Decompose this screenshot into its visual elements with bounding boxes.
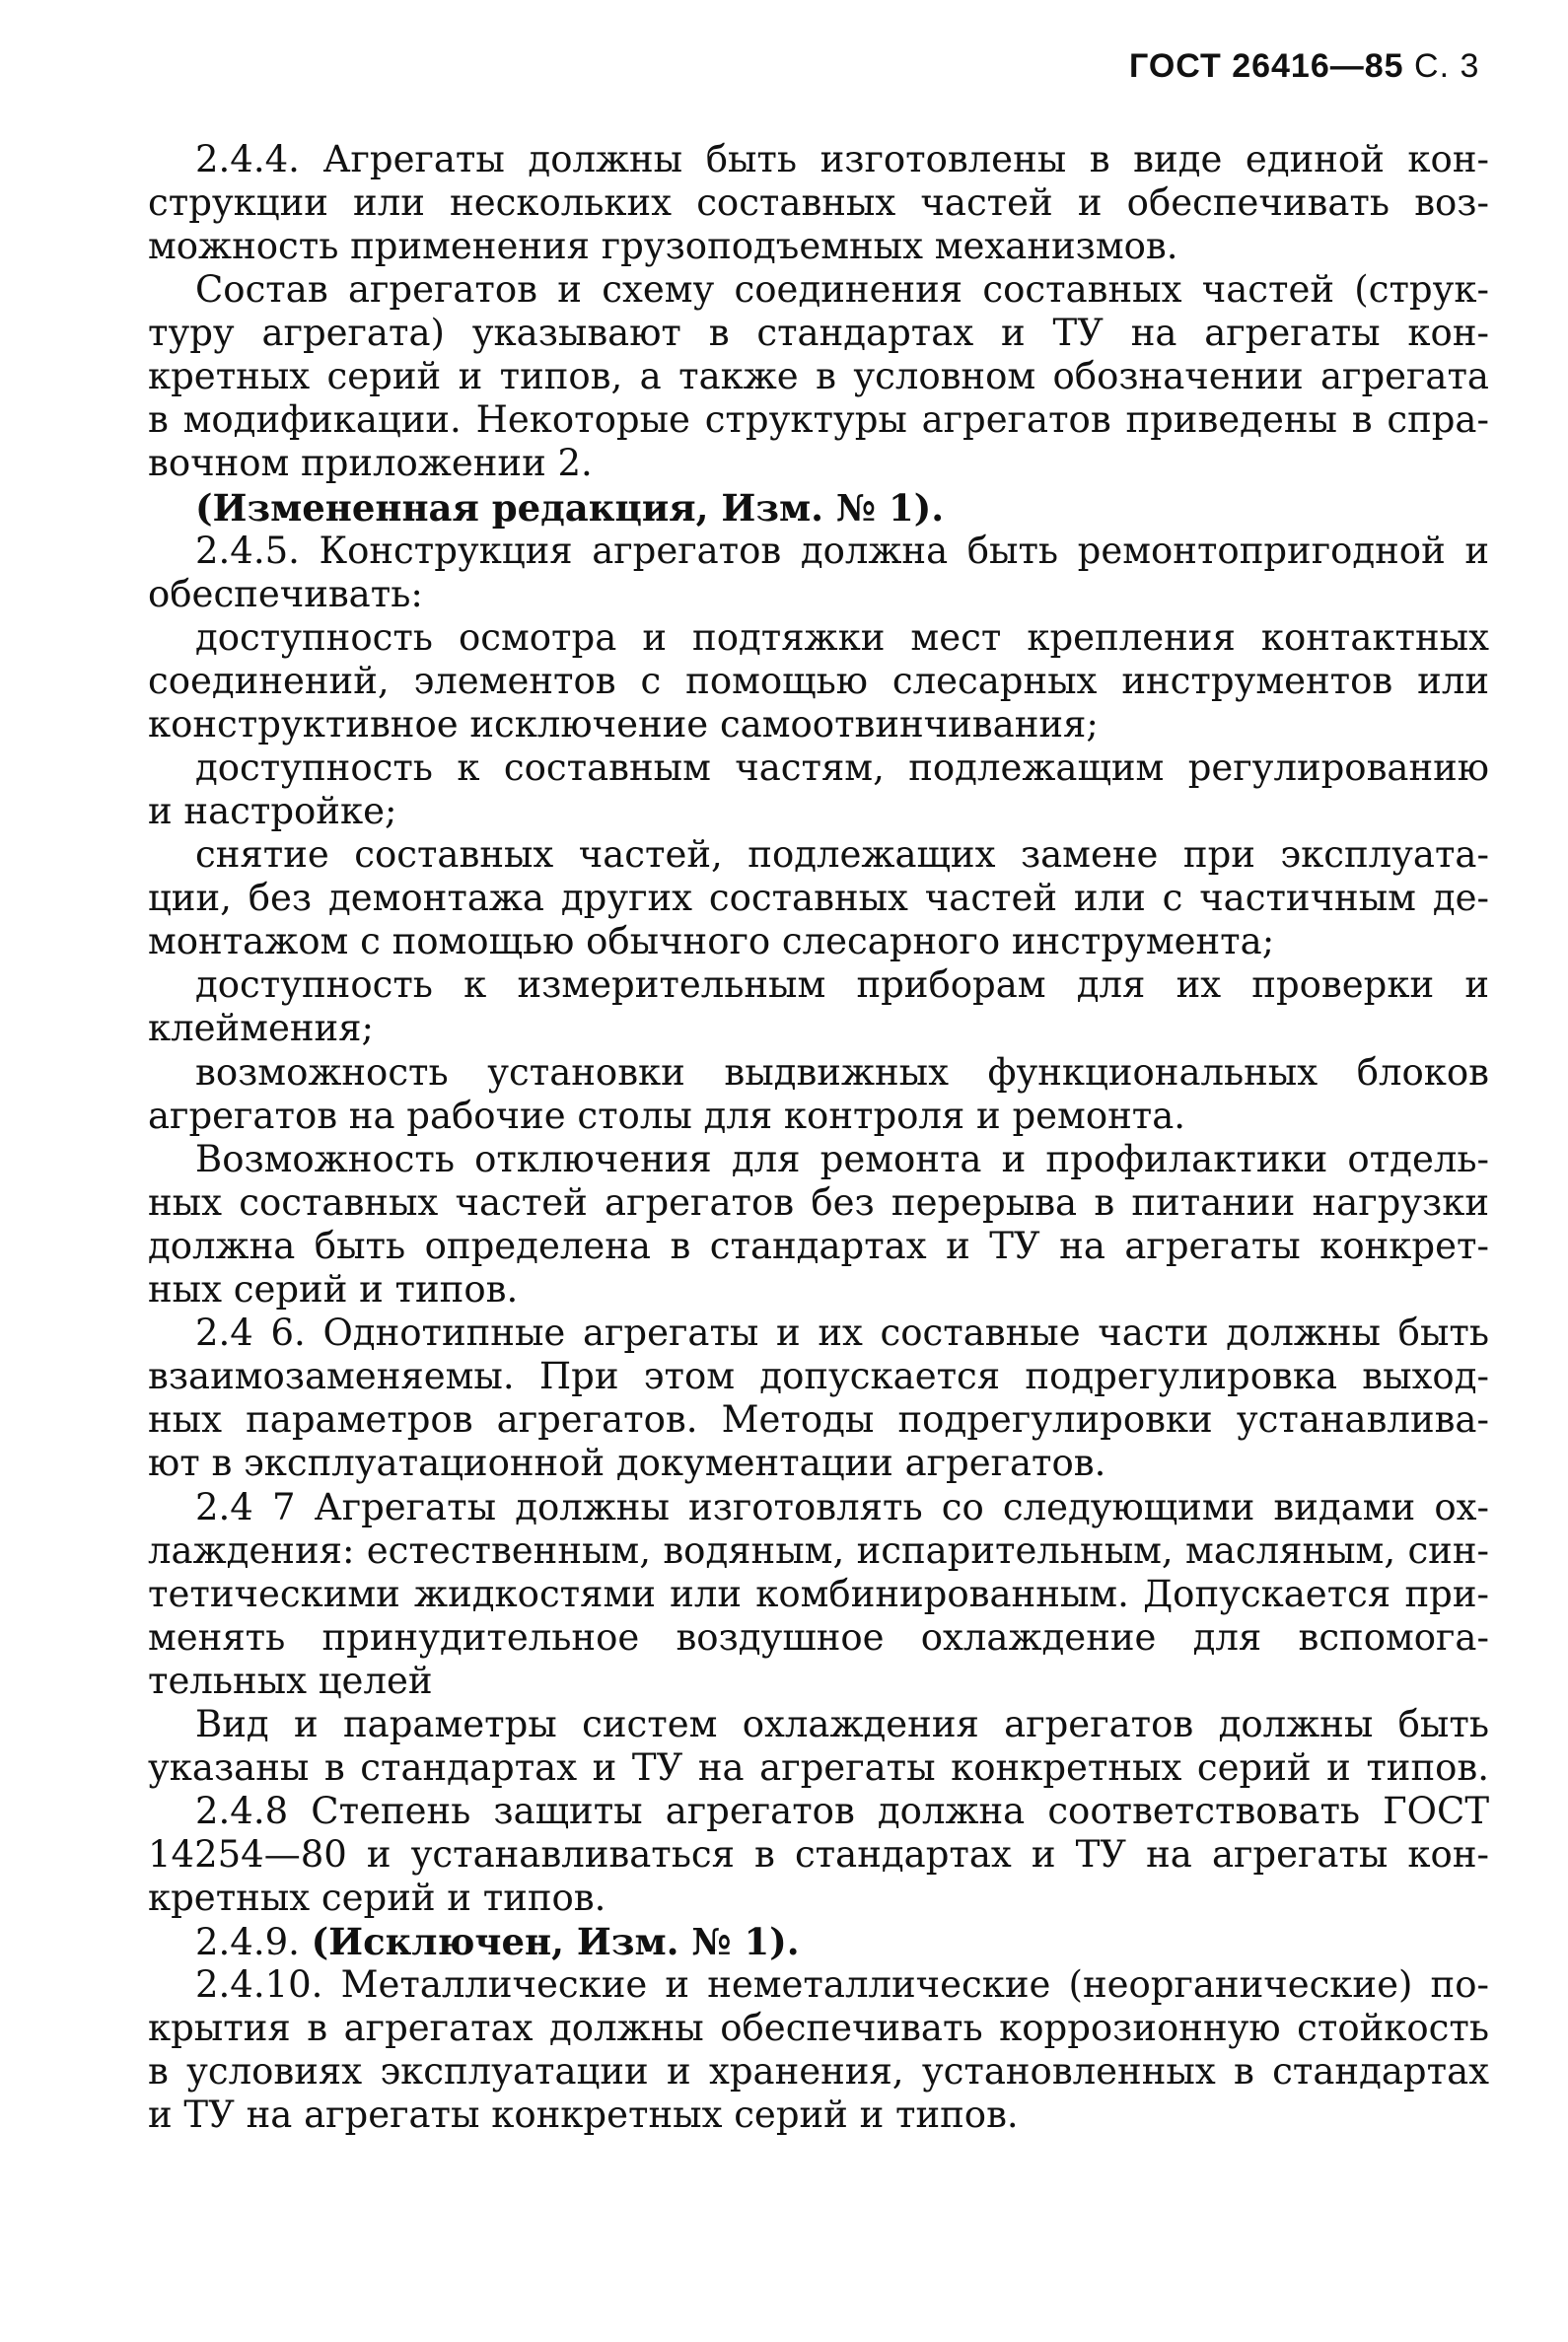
excluded-note: (Исключен, Изм. № 1). <box>311 1920 800 1963</box>
text-line: доступность осмотра и подтяжки мест крепления контактных <box>195 616 1489 659</box>
text-line: в условиях эксплуатации и хранения, установленных в стандартах <box>148 2050 1489 2093</box>
excluded-clause: 2.4.9. (Исключен, Изм. № 1). <box>195 1920 800 1963</box>
text-line: и ТУ на агрегаты конкретных серий и типов. <box>148 2094 1019 2136</box>
text-line: доступность к составным частям, подлежащим регулированию <box>195 746 1489 789</box>
text-line: кретных серий и типов, а также в условном обозначении агрегата <box>148 355 1489 397</box>
text-line: 2.4.8 Степень защиты агрегатов должна соответствовать ГОСТ <box>195 1790 1489 1832</box>
text-line: обеспечивать: <box>148 573 423 615</box>
text-line: крытия в агрегатах должны обеспечивать коррозионную стойкость <box>148 2007 1489 2049</box>
page-header <box>1129 47 1479 86</box>
text-line: соединений, элементов с помощью слесарных инструментов или <box>148 660 1489 702</box>
text-line: ных составных частей агрегатов без перерыва в питании нагрузки <box>148 1181 1489 1224</box>
text-line: конструктивное исключение самоотвинчивания; <box>148 703 1099 745</box>
page-number: С. 3 <box>1414 47 1480 85</box>
text-line: ных серий и типов. <box>148 1268 519 1311</box>
text-line: вочном приложении 2. <box>148 442 593 484</box>
text-line: агрегатов на рабочие столы для контроля и ремонта. <box>148 1095 1186 1137</box>
text-line: туру агрегата) указывают в стандартах и ТУ на агрегаты кон- <box>148 312 1489 354</box>
text-line: 14254—80 и устанавливаться в стандартах и ТУ на агрегаты кон- <box>148 1833 1489 1876</box>
text-line: кретных серий и типов. <box>148 1877 606 1919</box>
text-line: должна быть определена в стандартах и ТУ на агрегаты конкрет- <box>148 1225 1489 1267</box>
text-line: лаждения: естественным, водяным, испарительным, масляным, син- <box>148 1529 1489 1572</box>
amendment-note: (Измененная редакция, Изм. № 1). <box>195 486 945 530</box>
text-line: тельных целей <box>148 1660 433 1702</box>
text-line <box>195 1920 1489 1964</box>
text-line: ции, без демонтажа других составных частей или с частичным де- <box>148 877 1489 919</box>
text-line: тетическими жидкостями или комбинированным. Допускается при- <box>148 1573 1489 1615</box>
text-line: и настройке; <box>148 790 397 832</box>
text-line: клеймения; <box>148 1007 374 1049</box>
text-line: доступность к измерительным приборам для их проверки и <box>195 963 1489 1006</box>
text-line: 2.4 6. Однотипные агрегаты и их составные части должны быть <box>195 1312 1489 1354</box>
text-line: 2.4.4. Агрегаты должны быть изготовлены в виде единой кон- <box>195 138 1489 180</box>
text-line: 2.4.5. Конструкция агрегатов должна быть ремонтопригодной и <box>195 530 1489 572</box>
text-line: ных параметров агрегатов. Методы подрегулировки устанавлива- <box>148 1398 1489 1441</box>
text-line: возможность установки выдвижных функциональных блоков <box>195 1051 1489 1094</box>
text-line: струкции или нескольких составных частей и обеспечивать воз- <box>148 181 1489 224</box>
text-line: снятие составных частей, подлежащих замене при эксплуата- <box>195 833 1489 876</box>
text-line: взаимозаменяемы. При этом допускается подрегулировка выход- <box>148 1355 1489 1397</box>
text-line: Состав агрегатов и схему соединения составных частей (струк- <box>195 268 1489 311</box>
text-line: ют в эксплуатационной документации агрегатов. <box>148 1442 1106 1484</box>
text-line: указаны в стандартах и ТУ на агрегаты конкретных серий и типов. <box>148 1746 1489 1789</box>
text-line: Вид и параметры систем охлаждения агрегатов должны быть <box>195 1703 1489 1745</box>
text-line: 2.4.10. Металлические и неметаллические (неорганические) по- <box>195 1963 1489 2006</box>
text-line: в модификации. Некоторые структуры агрегатов приведены в спра- <box>148 398 1489 441</box>
text-line: менять принудительное воздушное охлаждение для вспомога- <box>148 1616 1489 1659</box>
text-line: 2.4 7 Агрегаты должны изготовлять со следующими видами ох- <box>195 1486 1489 1528</box>
text-line: Возможность отключения для ремонта и профилактики отдель- <box>195 1138 1489 1180</box>
text-line: можность применения грузоподъемных механизмов. <box>148 225 1178 267</box>
text-line: монтажом с помощью обычного слесарного инструмента; <box>148 920 1275 962</box>
standard-number: ГОСТ 26416—85 <box>1129 47 1404 85</box>
